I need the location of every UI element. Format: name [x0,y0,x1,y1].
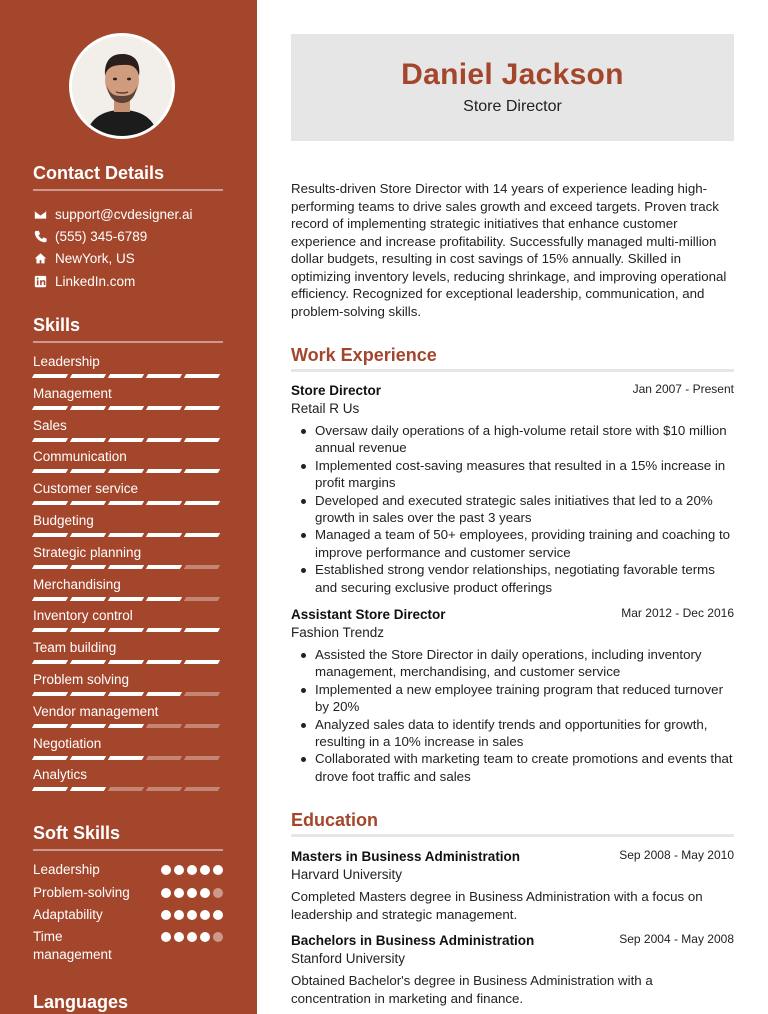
skill-level-segment [184,533,220,537]
soft-skills-title: Soft Skills [33,823,121,843]
skill-level-segment [32,692,68,696]
skill-level-segment [32,406,68,410]
list-item: Analyzed sales data to identify trends and opportunities for growth, resulting in a 10% increase in sales [298,716,735,751]
skill-level-segment [70,628,106,632]
skill-label: Merchandising [33,576,121,592]
rating-dot [174,932,184,942]
skill-level-segment [146,787,182,791]
skill-level-bar [33,756,223,760]
soft-skill-rating [161,932,223,964]
contact-linkedin-text: LinkedIn.com [55,273,136,289]
summary-text: Results-driven Store Director with 14 years of experience leading high-performing teams to drive sales growth and exceed targets. Proven track record of implementing strategic initiatives that enhance customer experience and increase profitability. Successfully managed multi-million dollar budgets, resulting in cost savings of 15% annually. Skilled in optimizing inventory levels, reducing shrinkage, and improving operational efficiency. Recognized for exceptional leadership, communication, and problem-solving skills. [291,181,727,319]
skill-level-segment [184,660,220,664]
skill-level-bar [33,724,223,728]
rating-dot [161,865,171,875]
skill-label: Communication [33,449,127,465]
skill-level-segment [108,374,144,378]
skill-label: Analytics [33,767,88,783]
list-item: Managed a team of 50+ employees, providing training and coaching to improve performance and customer service [298,526,735,561]
skill-item [33,766,223,791]
skill-level-segment [146,501,182,505]
contact-location [33,249,135,267]
list-item: Assisted the Store Director in daily operations, including inventory management, merchandising, and customer service [298,646,735,681]
job-role: Assistant Store Director [291,607,446,622]
skill-level-segment [146,628,182,632]
job-dates: Mar 2012 - Dec 2016 [621,606,734,620]
rating-dot [187,865,197,875]
skill-level-segment [70,438,106,442]
skill-level-segment [32,756,68,760]
skill-level-segment [32,533,68,537]
skill-level-segment [108,756,144,760]
degree-description: Completed Masters degree in Business Administration with a focus on leadership and strategic management. [291,889,703,922]
skill-item [33,353,223,378]
skill-level-segment [184,692,220,696]
soft-skill-item [33,906,223,924]
skill-level-segment [70,565,106,569]
skill-level-segment [108,565,144,569]
skill-level-bar [33,533,223,537]
skill-level-bar [33,628,223,632]
contact-phone-text: (555) 345-6789 [55,228,148,244]
phone-icon [33,229,47,243]
skills-title: Skills [33,315,81,335]
rating-dot [187,888,197,898]
skill-item [33,735,223,760]
skill-level-segment [184,374,220,378]
skill-level-segment [108,533,144,537]
skill-item [33,385,223,410]
skill-item [33,480,223,505]
skill-level-segment [146,406,182,410]
rating-dot [187,910,197,920]
skill-label: Strategic planning [33,544,142,560]
job-bullets [298,646,735,785]
skill-level-bar [33,660,223,664]
rating-dot [161,910,171,920]
skill-level-segment [32,469,68,473]
skill-level-segment [146,438,182,442]
skill-level-segment [184,628,220,632]
soft-skill-rating [161,865,223,879]
list-item: Implemented a new employee training program that reduced turnover by 20% [298,681,735,716]
rating-dot [200,910,210,920]
job-dates: Jan 2007 - Present [632,382,734,396]
skill-level-segment [146,374,182,378]
envelope-icon [33,207,47,221]
sidebar [0,0,257,1014]
candidate-name: Daniel Jackson [401,58,624,91]
skill-level-segment [70,501,106,505]
skill-level-bar [33,406,223,410]
job-bullets [298,422,735,596]
skill-level-bar [33,469,223,473]
skill-level-segment [184,469,220,473]
list-item: Implemented cost-saving measures that resulted in a 15% increase in profit margins [298,457,735,492]
soft-skill-label: Time management [33,929,112,962]
skill-label: Inventory control [33,608,133,624]
skill-item [33,512,223,537]
soft-skill-item [33,928,223,964]
skill-level-segment [70,406,106,410]
skill-level-segment [184,501,220,505]
rating-dot [200,888,210,898]
skill-level-segment [184,597,220,601]
soft-skill-item [33,884,223,902]
skill-level-segment [70,533,106,537]
skill-level-segment [108,660,144,664]
rating-dot [213,932,223,942]
skill-label: Leadership [33,354,100,369]
job-company: Fashion Trendz [291,625,385,640]
skill-item [33,576,223,601]
job-company: Retail R Us [291,401,360,416]
rating-dot [200,865,210,875]
skill-level-segment [146,597,182,601]
skill-label: Negotiation [33,735,102,751]
soft-skill-rating [161,888,223,902]
rating-dot [174,888,184,898]
skill-level-segment [108,438,144,442]
skill-item [33,607,223,632]
skill-label: Customer service [33,481,139,497]
education-title: Education [291,810,379,830]
skill-level-segment [32,565,68,569]
degree-description: Obtained Bachelor's degree in Business Administration with a concentration in marketing and finance. [291,973,653,1006]
skill-level-segment [146,756,182,760]
skill-level-segment [146,469,182,473]
skill-level-segment [108,692,144,696]
degree-dates: Sep 2008 - May 2010 [619,848,734,862]
skill-item [33,703,223,728]
contact-linkedin[interactable] [33,272,135,290]
skill-level-bar [33,374,223,378]
skill-level-bar [33,597,223,601]
skill-label: Sales [33,417,67,433]
skill-level-segment [184,787,220,791]
skill-item [33,544,223,569]
contact-email-text: support@cvdesigner.ai [55,206,193,222]
work-experience-title: Work Experience [291,345,437,365]
list-item: Oversaw daily operations of a high-volume retail store with $10 million annual revenue [298,422,735,457]
skill-level-segment [184,438,220,442]
work-experience-divider [291,369,734,372]
degree-dates: Sep 2004 - May 2008 [619,932,734,946]
degree-title: Bachelors in Business Administration [291,933,535,948]
skill-level-segment [32,724,68,728]
skill-level-segment [70,756,106,760]
skill-level-segment [32,660,68,664]
skill-level-segment [32,597,68,601]
skill-level-segment [70,724,106,728]
soft-skill-rating [161,910,223,924]
job-role: Store Director [291,383,382,398]
skill-item [33,417,223,442]
skill-item [33,639,223,664]
soft-skill-item [33,861,223,879]
rating-dot [213,888,223,898]
skill-label: Budgeting [33,513,94,528]
languages-title: Languages [33,992,129,1012]
skill-level-segment [184,724,220,728]
skill-level-bar [33,565,223,569]
skill-label: Team building [33,640,117,656]
skill-level-bar [33,501,223,505]
skill-level-segment [70,787,106,791]
rating-dot [161,932,171,942]
skill-level-bar [33,787,223,791]
skill-level-segment [70,374,106,378]
skill-item [33,671,223,696]
skill-level-segment [70,597,106,601]
school-name: Harvard University [291,867,403,882]
skill-level-segment [108,787,144,791]
skill-level-segment [146,660,182,664]
rating-dot [161,888,171,898]
list-item: Established strong vendor relationships, negotiating favorable terms and securing exclusive product offerings [298,561,735,596]
contact-email[interactable] [33,205,193,223]
skill-level-segment [32,501,68,505]
contact-details-title: Contact Details [33,163,165,183]
skill-level-segment [146,692,182,696]
skill-level-segment [184,756,220,760]
header [291,34,734,141]
soft-skill-label: Adaptability [33,907,103,922]
rating-dot [213,865,223,875]
soft-skill-label: Leadership [33,862,100,877]
contact-phone[interactable] [33,227,147,245]
avatar [72,36,172,136]
skill-level-segment [184,565,220,569]
skill-level-segment [70,692,106,696]
skill-level-segment [32,628,68,632]
rating-dot [174,865,184,875]
skill-label: Management [33,385,112,401]
skill-level-segment [146,724,182,728]
rating-dot [213,910,223,920]
contact-divider [33,189,223,191]
degree-title: Masters in Business Administration [291,849,521,864]
home-icon [33,251,47,265]
skill-level-segment [108,724,144,728]
rating-dot [200,932,210,942]
skill-level-segment [108,501,144,505]
skill-level-segment [70,660,106,664]
skill-level-segment [184,406,220,410]
skill-level-segment [108,469,144,473]
profile-photo [69,33,175,139]
rating-dot [174,910,184,920]
skills-divider [33,341,223,343]
school-name: Stanford University [291,951,406,966]
education-divider [291,834,734,837]
contact-location-text: NewYork, US [55,250,135,266]
skill-level-segment [108,406,144,410]
list-item: Collaborated with marketing team to create promotions and events that drove foot traffic and sales [298,750,735,785]
skill-level-bar [33,438,223,442]
soft-skill-label: Problem-solving [33,885,130,900]
list-item: Developed and executed strategic sales initiatives that led to a 20% growth in sales over the past 3 years [298,492,735,527]
skill-level-segment [146,565,182,569]
skill-level-segment [108,597,144,601]
soft-skills-divider [33,849,223,851]
linkedin-icon [33,274,47,288]
skill-label: Problem solving [33,672,130,687]
skill-level-segment [146,533,182,537]
skill-level-segment [32,374,68,378]
skill-level-segment [70,469,106,473]
skill-level-segment [32,438,68,442]
skill-item [33,448,223,473]
rating-dot [187,932,197,942]
candidate-title: Store Director [463,98,562,115]
skill-level-segment [108,628,144,632]
skill-level-segment [32,787,68,791]
skill-level-bar [33,692,223,696]
skill-label: Vendor management [33,703,159,719]
